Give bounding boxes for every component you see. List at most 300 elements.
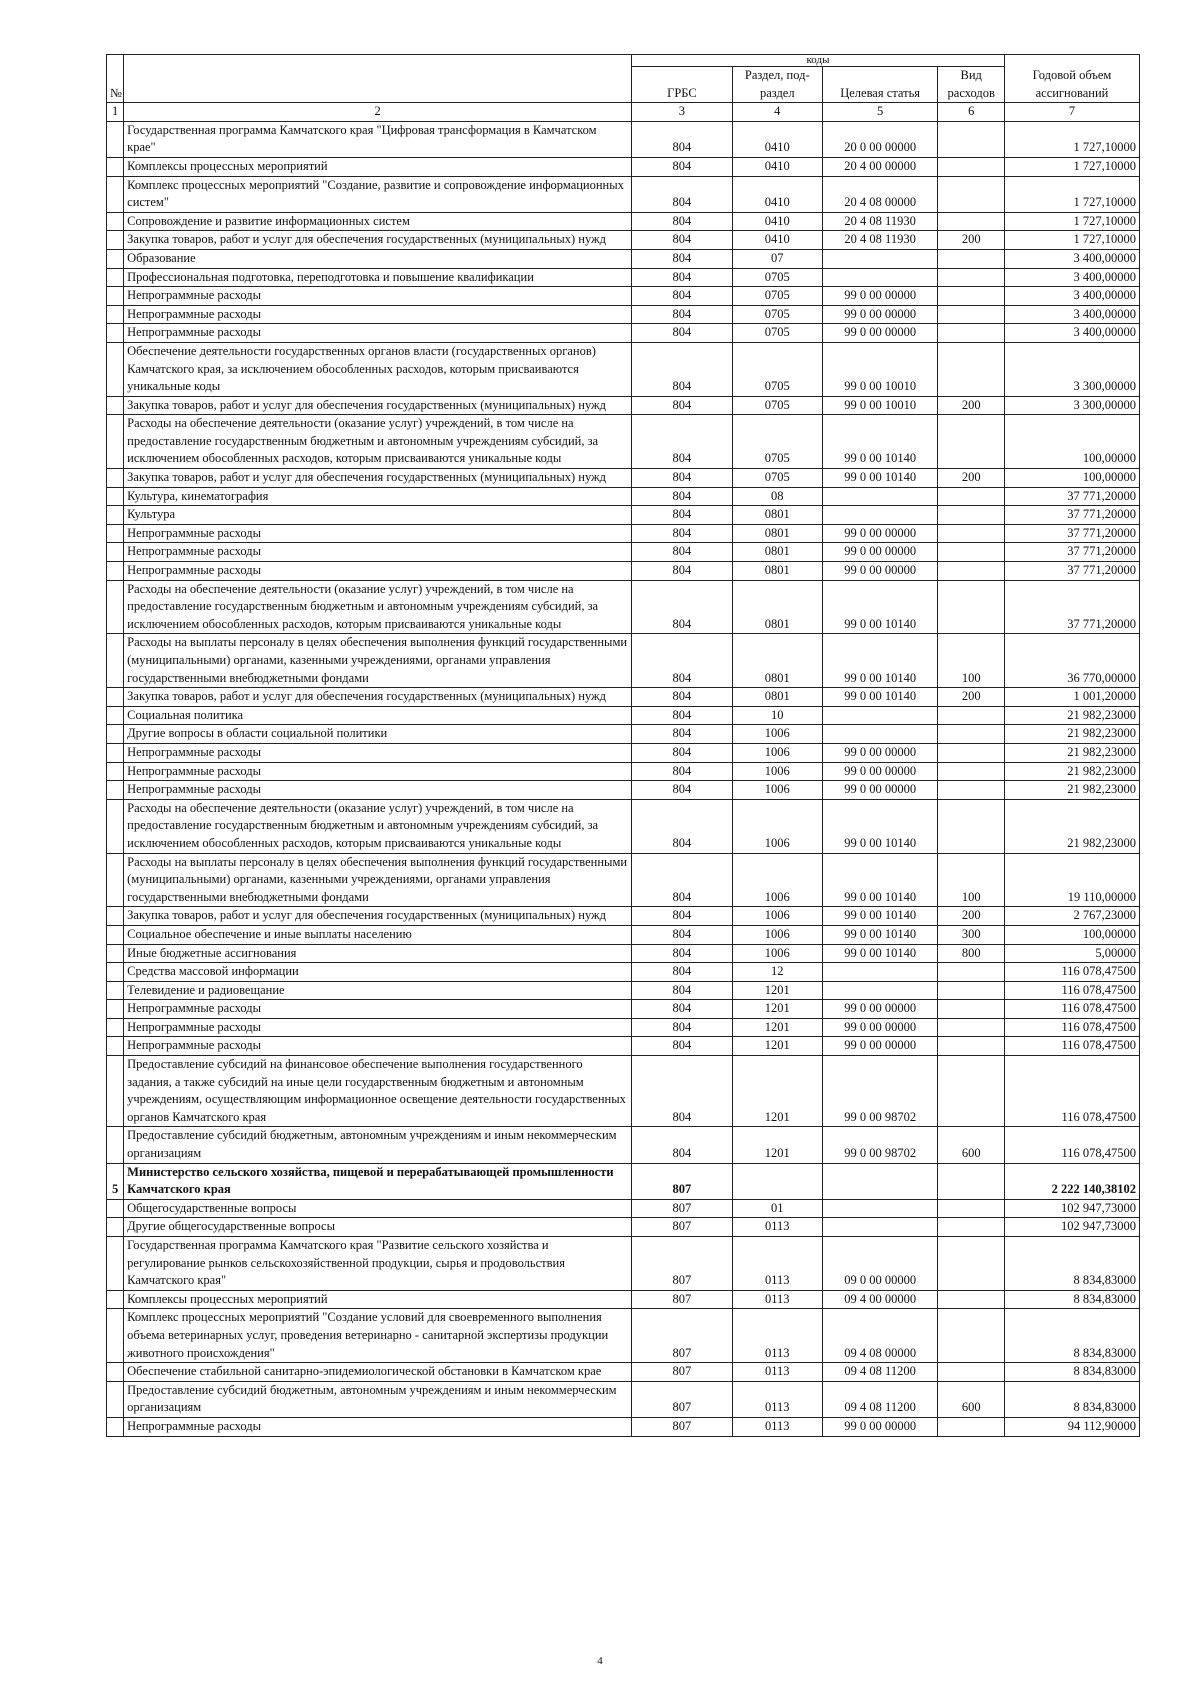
target-code: 99 0 00 00000 bbox=[822, 743, 938, 762]
expense-type-code bbox=[938, 1290, 1004, 1309]
expense-type-code bbox=[938, 487, 1004, 506]
col-number: 5 bbox=[822, 103, 938, 122]
header-expense-type: Вид расходов bbox=[938, 67, 1004, 103]
expense-name: Непрограммные расходы bbox=[124, 524, 632, 543]
table-row bbox=[107, 706, 1140, 725]
grbs-code: 804 bbox=[632, 1056, 733, 1127]
annual-amount: 1 001,20000 bbox=[1004, 688, 1139, 707]
target-code: 09 4 00 00000 bbox=[822, 1290, 938, 1309]
target-code: 99 0 00 00000 bbox=[822, 324, 938, 343]
table-row bbox=[107, 743, 1140, 762]
target-code bbox=[822, 725, 938, 744]
grbs-code: 804 bbox=[632, 176, 733, 212]
expense-name: Непрограммные расходы bbox=[124, 762, 632, 781]
target-code: 99 0 00 00000 bbox=[822, 524, 938, 543]
row-number bbox=[107, 121, 124, 157]
section-code: 1201 bbox=[732, 1056, 822, 1127]
expense-type-code bbox=[938, 762, 1004, 781]
expense-name: Непрограммные расходы bbox=[124, 287, 632, 306]
row-number bbox=[107, 925, 124, 944]
section-code: 1006 bbox=[732, 853, 822, 907]
col-number: 2 bbox=[124, 103, 632, 122]
annual-amount: 37 771,20000 bbox=[1004, 543, 1139, 562]
grbs-code: 804 bbox=[632, 469, 733, 488]
expense-type-code bbox=[938, 580, 1004, 634]
row-number bbox=[107, 1056, 124, 1127]
section-code: 12 bbox=[732, 963, 822, 982]
header-codes: коды bbox=[632, 55, 1005, 67]
row-number bbox=[107, 562, 124, 581]
section-code: 0113 bbox=[732, 1417, 822, 1436]
section-code: 0801 bbox=[732, 524, 822, 543]
section-code: 10 bbox=[732, 706, 822, 725]
annual-amount: 8 834,83000 bbox=[1004, 1363, 1139, 1382]
annual-amount: 116 078,47500 bbox=[1004, 981, 1139, 1000]
annual-amount: 3 400,00000 bbox=[1004, 268, 1139, 287]
annual-amount: 37 771,20000 bbox=[1004, 506, 1139, 525]
table-row bbox=[107, 469, 1140, 488]
annual-amount: 2 222 140,38102 bbox=[1004, 1163, 1139, 1199]
expense-name: Непрограммные расходы bbox=[124, 1000, 632, 1019]
grbs-code: 804 bbox=[632, 1000, 733, 1019]
annual-amount: 19 110,00000 bbox=[1004, 853, 1139, 907]
annual-amount: 21 982,23000 bbox=[1004, 781, 1139, 800]
row-number: 5 bbox=[107, 1163, 124, 1199]
expense-type-code bbox=[938, 524, 1004, 543]
row-number bbox=[107, 1127, 124, 1163]
grbs-code: 807 bbox=[632, 1199, 733, 1218]
table-row bbox=[107, 1381, 1140, 1417]
table-row bbox=[107, 725, 1140, 744]
target-code: 99 0 00 10140 bbox=[822, 580, 938, 634]
expense-name: Социальное обеспечение и иные выплаты населению bbox=[124, 925, 632, 944]
col-number: 3 bbox=[632, 103, 733, 122]
row-number bbox=[107, 524, 124, 543]
annual-amount: 116 078,47500 bbox=[1004, 1056, 1139, 1127]
target-code bbox=[822, 1163, 938, 1199]
section-code: 0410 bbox=[732, 121, 822, 157]
row-number bbox=[107, 324, 124, 343]
table-row bbox=[107, 1127, 1140, 1163]
grbs-code: 804 bbox=[632, 562, 733, 581]
target-code: 99 0 00 10140 bbox=[822, 469, 938, 488]
section-code: 1201 bbox=[732, 1127, 822, 1163]
header-grbs: ГРБС bbox=[632, 67, 733, 103]
target-code: 20 4 08 11930 bbox=[822, 212, 938, 231]
annual-amount: 8 834,83000 bbox=[1004, 1381, 1139, 1417]
row-number bbox=[107, 287, 124, 306]
expense-name: Предоставление субсидий бюджетным, автономным учреждениям и иным некоммерческим организациям bbox=[124, 1381, 632, 1417]
annual-amount: 37 771,20000 bbox=[1004, 524, 1139, 543]
expense-name: Социальная политика bbox=[124, 706, 632, 725]
expense-type-code bbox=[938, 324, 1004, 343]
expense-type-code bbox=[938, 781, 1004, 800]
annual-amount: 21 982,23000 bbox=[1004, 743, 1139, 762]
expense-type-code bbox=[938, 121, 1004, 157]
annual-amount: 102 947,73000 bbox=[1004, 1199, 1139, 1218]
row-number bbox=[107, 469, 124, 488]
col-number: 7 bbox=[1004, 103, 1139, 122]
expense-type-code bbox=[938, 176, 1004, 212]
table-row bbox=[107, 543, 1140, 562]
target-code: 99 0 00 10140 bbox=[822, 634, 938, 688]
annual-amount: 21 982,23000 bbox=[1004, 799, 1139, 853]
row-number bbox=[107, 706, 124, 725]
annual-amount: 1 727,10000 bbox=[1004, 231, 1139, 250]
grbs-code: 807 bbox=[632, 1309, 733, 1363]
table-row bbox=[107, 1237, 1140, 1291]
target-code: 99 0 00 98702 bbox=[822, 1056, 938, 1127]
expense-name: Непрограммные расходы bbox=[124, 743, 632, 762]
row-number bbox=[107, 543, 124, 562]
expense-name: Предоставление субсидий на финансовое обеспечение выполнения государственного задания, а также субсидий на иные цели государственным бюджетным и автономным учреждениям, осуществляющим информационное освещение деятельности государственных органов Камчатского края bbox=[124, 1056, 632, 1127]
target-code: 99 0 00 10140 bbox=[822, 415, 938, 469]
table-row bbox=[107, 268, 1140, 287]
grbs-code: 804 bbox=[632, 157, 733, 176]
section-code: 0410 bbox=[732, 176, 822, 212]
row-number bbox=[107, 249, 124, 268]
table-row bbox=[107, 231, 1140, 250]
grbs-code: 804 bbox=[632, 1037, 733, 1056]
header-target: Целевая статья bbox=[822, 67, 938, 103]
table-row bbox=[107, 212, 1140, 231]
row-number bbox=[107, 944, 124, 963]
expense-type-code bbox=[938, 212, 1004, 231]
expense-type-code bbox=[938, 1309, 1004, 1363]
table-row bbox=[107, 249, 1140, 268]
table-row bbox=[107, 781, 1140, 800]
target-code: 99 0 00 10010 bbox=[822, 342, 938, 396]
table-row bbox=[107, 324, 1140, 343]
grbs-code: 804 bbox=[632, 1127, 733, 1163]
table-row bbox=[107, 562, 1140, 581]
row-number bbox=[107, 1037, 124, 1056]
expense-name: Непрограммные расходы bbox=[124, 324, 632, 343]
grbs-code: 807 bbox=[632, 1417, 733, 1436]
section-code: 0113 bbox=[732, 1363, 822, 1382]
grbs-code: 804 bbox=[632, 231, 733, 250]
grbs-code: 807 bbox=[632, 1381, 733, 1417]
grbs-code: 804 bbox=[632, 944, 733, 963]
grbs-code: 804 bbox=[632, 634, 733, 688]
table-row bbox=[107, 1037, 1140, 1056]
expense-name: Непрограммные расходы bbox=[124, 781, 632, 800]
table-row bbox=[107, 688, 1140, 707]
expense-name: Закупка товаров, работ и услуг для обеспечения государственных (муниципальных) нужд bbox=[124, 688, 632, 707]
annual-amount: 3 400,00000 bbox=[1004, 249, 1139, 268]
annual-amount: 3 300,00000 bbox=[1004, 342, 1139, 396]
section-code: 0801 bbox=[732, 634, 822, 688]
section-code: 1006 bbox=[732, 725, 822, 744]
row-number bbox=[107, 688, 124, 707]
target-code: 99 0 00 10140 bbox=[822, 907, 938, 926]
annual-amount: 3 400,00000 bbox=[1004, 287, 1139, 306]
grbs-code: 804 bbox=[632, 121, 733, 157]
page-number: 4 bbox=[597, 1655, 603, 1667]
section-code: 08 bbox=[732, 487, 822, 506]
expense-type-code bbox=[938, 743, 1004, 762]
expense-name: Иные бюджетные ассигнования bbox=[124, 944, 632, 963]
expense-name: Непрограммные расходы bbox=[124, 1417, 632, 1436]
section-code: 0705 bbox=[732, 415, 822, 469]
expense-type-code bbox=[938, 562, 1004, 581]
expense-name: Комплексы процессных мероприятий bbox=[124, 157, 632, 176]
target-code: 20 4 00 00000 bbox=[822, 157, 938, 176]
section-code: 0113 bbox=[732, 1290, 822, 1309]
annual-amount: 116 078,47500 bbox=[1004, 1000, 1139, 1019]
col-number: 4 bbox=[732, 103, 822, 122]
annual-amount: 21 982,23000 bbox=[1004, 725, 1139, 744]
row-number bbox=[107, 781, 124, 800]
annual-amount: 102 947,73000 bbox=[1004, 1218, 1139, 1237]
row-number bbox=[107, 1237, 124, 1291]
expense-name: Закупка товаров, работ и услуг для обеспечения государственных (муниципальных) нужд bbox=[124, 396, 632, 415]
expense-type-code bbox=[938, 1163, 1004, 1199]
table-row bbox=[107, 580, 1140, 634]
expense-type-code: 200 bbox=[938, 469, 1004, 488]
annual-amount: 2 767,23000 bbox=[1004, 907, 1139, 926]
grbs-code: 804 bbox=[632, 907, 733, 926]
row-number bbox=[107, 231, 124, 250]
table-row bbox=[107, 963, 1140, 982]
expense-name: Расходы на выплаты персоналу в целях обеспечения выполнения функций государственными (муниципальными) органами, казенными учреждениями, органами управления государственными внебюджетными фондами bbox=[124, 634, 632, 688]
section-code: 01 bbox=[732, 1199, 822, 1218]
row-number bbox=[107, 396, 124, 415]
grbs-code: 804 bbox=[632, 212, 733, 231]
row-number bbox=[107, 157, 124, 176]
section-code: 1006 bbox=[732, 781, 822, 800]
target-code bbox=[822, 487, 938, 506]
col-number: 6 bbox=[938, 103, 1004, 122]
grbs-code: 807 bbox=[632, 1237, 733, 1291]
budget-sheet bbox=[106, 54, 1140, 1437]
target-code: 99 0 00 00000 bbox=[822, 781, 938, 800]
section-code: 0801 bbox=[732, 562, 822, 581]
target-code: 99 0 00 00000 bbox=[822, 1000, 938, 1019]
row-number bbox=[107, 1218, 124, 1237]
table-row bbox=[107, 176, 1140, 212]
grbs-code: 804 bbox=[632, 853, 733, 907]
table-row bbox=[107, 1018, 1140, 1037]
row-number bbox=[107, 1290, 124, 1309]
section-code: 0705 bbox=[732, 324, 822, 343]
row-number bbox=[107, 853, 124, 907]
target-code bbox=[822, 963, 938, 982]
target-code: 99 0 00 00000 bbox=[822, 287, 938, 306]
grbs-code: 804 bbox=[632, 1018, 733, 1037]
table-row bbox=[107, 487, 1140, 506]
section-code: 1201 bbox=[732, 1000, 822, 1019]
target-code: 99 0 00 00000 bbox=[822, 1018, 938, 1037]
section-code: 0801 bbox=[732, 506, 822, 525]
expense-name: Закупка товаров, работ и услуг для обеспечения государственных (муниципальных) нужд bbox=[124, 231, 632, 250]
annual-amount: 1 727,10000 bbox=[1004, 176, 1139, 212]
section-code: 0113 bbox=[732, 1309, 822, 1363]
row-number bbox=[107, 268, 124, 287]
annual-amount: 1 727,10000 bbox=[1004, 121, 1139, 157]
annual-amount: 116 078,47500 bbox=[1004, 1018, 1139, 1037]
table-row bbox=[107, 524, 1140, 543]
table-row bbox=[107, 1290, 1140, 1309]
annual-amount: 1 727,10000 bbox=[1004, 157, 1139, 176]
table-row bbox=[107, 305, 1140, 324]
row-number bbox=[107, 1018, 124, 1037]
section-code: 0113 bbox=[732, 1381, 822, 1417]
expense-type-code: 800 bbox=[938, 944, 1004, 963]
target-code bbox=[822, 1218, 938, 1237]
row-number bbox=[107, 212, 124, 231]
grbs-code: 804 bbox=[632, 249, 733, 268]
target-code bbox=[822, 1199, 938, 1218]
section-code: 1006 bbox=[732, 799, 822, 853]
expense-name: Телевидение и радиовещание bbox=[124, 981, 632, 1000]
target-code: 20 4 08 00000 bbox=[822, 176, 938, 212]
expense-type-code bbox=[938, 287, 1004, 306]
grbs-code: 807 bbox=[632, 1290, 733, 1309]
section-code: 0113 bbox=[732, 1237, 822, 1291]
target-code: 09 0 00 00000 bbox=[822, 1237, 938, 1291]
table-row bbox=[107, 981, 1140, 1000]
annual-amount: 3 400,00000 bbox=[1004, 305, 1139, 324]
expense-name: Государственная программа Камчатского края "Цифровая трансформация в Камчатском крае" bbox=[124, 121, 632, 157]
section-code: 1006 bbox=[732, 925, 822, 944]
expense-name: Культура bbox=[124, 506, 632, 525]
table-row bbox=[107, 925, 1140, 944]
table-row bbox=[107, 1363, 1140, 1382]
expense-type-code bbox=[938, 305, 1004, 324]
expense-type-code bbox=[938, 706, 1004, 725]
expense-name: Обеспечение стабильной санитарно-эпидемиологической обстановки в Камчатском крае bbox=[124, 1363, 632, 1382]
grbs-code: 804 bbox=[632, 324, 733, 343]
row-number bbox=[107, 580, 124, 634]
grbs-code: 804 bbox=[632, 543, 733, 562]
annual-amount: 5,00000 bbox=[1004, 944, 1139, 963]
grbs-code: 804 bbox=[632, 799, 733, 853]
expense-type-code bbox=[938, 799, 1004, 853]
annual-amount: 36 770,00000 bbox=[1004, 634, 1139, 688]
expense-name: Культура, кинематография bbox=[124, 487, 632, 506]
section-code: 0410 bbox=[732, 231, 822, 250]
table-row bbox=[107, 396, 1140, 415]
expense-name: Общегосударственные вопросы bbox=[124, 1199, 632, 1218]
annual-amount: 116 078,47500 bbox=[1004, 963, 1139, 982]
grbs-code: 804 bbox=[632, 981, 733, 1000]
expense-name: Другие общегосударственные вопросы bbox=[124, 1218, 632, 1237]
target-code bbox=[822, 506, 938, 525]
row-number bbox=[107, 1000, 124, 1019]
expense-name: Комплекс процессных мероприятий "Создание, развитие и сопровождение информационных систем" bbox=[124, 176, 632, 212]
expense-name: Расходы на обеспечение деятельности (оказание услуг) учреждений, в том числе на предоставление государственным бюджетным и автономным учреждениям субсидий, за исключением обособленных расходов, которым присваиваются уникальные коды bbox=[124, 799, 632, 853]
target-code: 99 0 00 00000 bbox=[822, 543, 938, 562]
grbs-code: 807 bbox=[632, 1163, 733, 1199]
expense-type-code: 200 bbox=[938, 231, 1004, 250]
expense-type-code bbox=[938, 249, 1004, 268]
grbs-code: 804 bbox=[632, 268, 733, 287]
table-row bbox=[107, 1000, 1140, 1019]
row-number bbox=[107, 963, 124, 982]
expense-name: Обеспечение деятельности государственных органов власти (государственных органов) Камчатского края, за исключением обособленных расходов, которым присваиваются уникальные коды bbox=[124, 342, 632, 396]
row-number bbox=[107, 762, 124, 781]
grbs-code: 804 bbox=[632, 925, 733, 944]
section-code: 0801 bbox=[732, 688, 822, 707]
expense-type-code bbox=[938, 1056, 1004, 1127]
row-number bbox=[107, 415, 124, 469]
table-row bbox=[107, 1199, 1140, 1218]
target-code: 99 0 00 10140 bbox=[822, 925, 938, 944]
annual-amount: 21 982,23000 bbox=[1004, 762, 1139, 781]
header-annual: Годовой объем ассигнований bbox=[1004, 55, 1139, 103]
table-row bbox=[107, 907, 1140, 926]
table-row bbox=[107, 287, 1140, 306]
target-code: 99 0 00 10140 bbox=[822, 944, 938, 963]
target-code: 99 0 00 00000 bbox=[822, 562, 938, 581]
grbs-code: 804 bbox=[632, 487, 733, 506]
section-code: 0705 bbox=[732, 268, 822, 287]
grbs-code: 807 bbox=[632, 1218, 733, 1237]
expense-name: Государственная программа Камчатского края "Развитие сельского хозяйства и регулирование рынков сельскохозяйственной продукции, сырья и продовольствия Камчатского края" bbox=[124, 1237, 632, 1291]
expense-name: Министерство сельского хозяйства, пищевой и перерабатывающей промышленности Камчатского края bbox=[124, 1163, 632, 1199]
annual-amount: 8 834,83000 bbox=[1004, 1309, 1139, 1363]
target-code: 09 4 08 00000 bbox=[822, 1309, 938, 1363]
annual-amount: 3 400,00000 bbox=[1004, 324, 1139, 343]
target-code bbox=[822, 268, 938, 287]
annual-amount: 100,00000 bbox=[1004, 925, 1139, 944]
table-row bbox=[107, 853, 1140, 907]
expense-type-code: 300 bbox=[938, 925, 1004, 944]
expense-type-code bbox=[938, 1037, 1004, 1056]
expense-name: Профессиональная подготовка, переподготовка и повышение квалификации bbox=[124, 268, 632, 287]
target-code: 99 0 00 00000 bbox=[822, 1417, 938, 1436]
table-row bbox=[107, 634, 1140, 688]
expense-name: Сопровождение и развитие информационных систем bbox=[124, 212, 632, 231]
target-code: 09 4 08 11200 bbox=[822, 1363, 938, 1382]
section-code: 0705 bbox=[732, 469, 822, 488]
target-code bbox=[822, 981, 938, 1000]
expense-type-code bbox=[938, 963, 1004, 982]
expense-type-code: 600 bbox=[938, 1381, 1004, 1417]
expense-type-code: 100 bbox=[938, 853, 1004, 907]
expense-type-code: 200 bbox=[938, 907, 1004, 926]
grbs-code: 804 bbox=[632, 762, 733, 781]
expense-type-code bbox=[938, 268, 1004, 287]
row-number bbox=[107, 305, 124, 324]
col-number: 1 bbox=[107, 103, 124, 122]
row-number bbox=[107, 725, 124, 744]
row-number bbox=[107, 634, 124, 688]
row-number bbox=[107, 1309, 124, 1363]
header-name bbox=[124, 55, 632, 103]
table-row bbox=[107, 1417, 1140, 1436]
expense-name: Непрограммные расходы bbox=[124, 1037, 632, 1056]
target-code: 99 0 00 98702 bbox=[822, 1127, 938, 1163]
expense-name: Непрограммные расходы bbox=[124, 562, 632, 581]
section-code: 0410 bbox=[732, 212, 822, 231]
expense-type-code bbox=[938, 1237, 1004, 1291]
expense-type-code bbox=[938, 415, 1004, 469]
expense-type-code: 600 bbox=[938, 1127, 1004, 1163]
grbs-code: 804 bbox=[632, 781, 733, 800]
expense-type-code bbox=[938, 1018, 1004, 1037]
annual-amount: 3 300,00000 bbox=[1004, 396, 1139, 415]
grbs-code: 807 bbox=[632, 1363, 733, 1382]
expense-type-code: 200 bbox=[938, 396, 1004, 415]
annual-amount: 1 727,10000 bbox=[1004, 212, 1139, 231]
expense-name: Непрограммные расходы bbox=[124, 1018, 632, 1037]
section-code: 0410 bbox=[732, 157, 822, 176]
grbs-code: 804 bbox=[632, 580, 733, 634]
table-row bbox=[107, 944, 1140, 963]
expense-name: Расходы на обеспечение деятельности (оказание услуг) учреждений, в том числе на предоставление государственным бюджетным и автономным учреждениям субсидий, за исключением обособленных расходов, которым присваиваются уникальные коды bbox=[124, 580, 632, 634]
